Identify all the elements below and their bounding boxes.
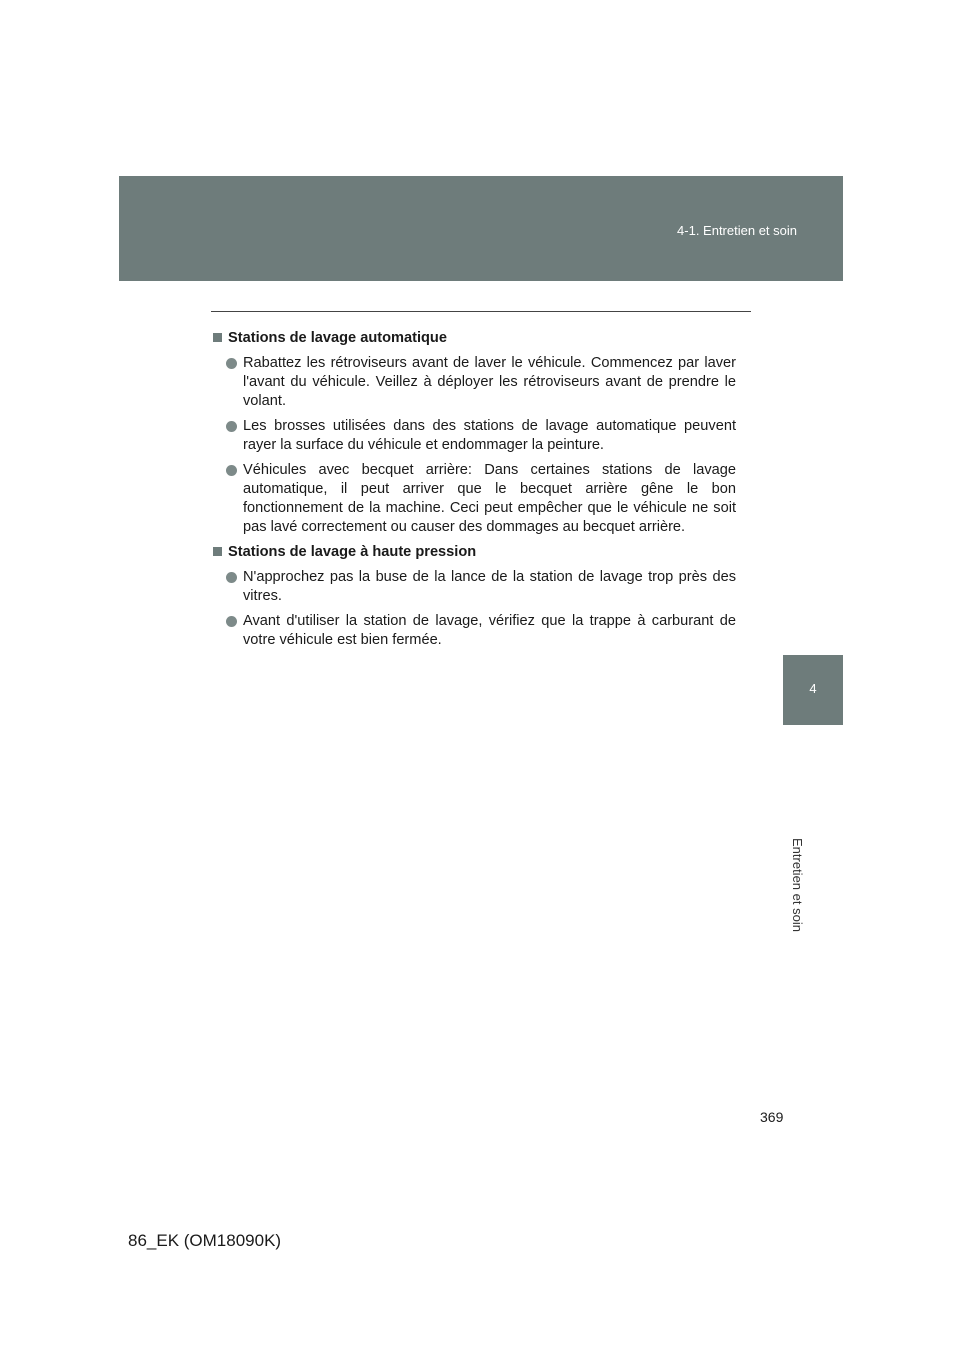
- section-heading: [213, 543, 736, 562]
- circle-bullet-icon: [226, 465, 237, 476]
- header-band: [119, 176, 843, 281]
- circle-bullet-icon: [226, 421, 237, 432]
- list-item: [213, 612, 736, 650]
- circle-bullet-icon: [226, 358, 237, 369]
- list-item: [213, 568, 736, 606]
- square-bullet-icon: [213, 333, 222, 342]
- page-content: [213, 329, 736, 656]
- list-item: [213, 417, 736, 455]
- item-text: Les brosses utilisées dans des stations de lavage automatique peuvent rayer la surface du véhicule et endommager la peinture.: [243, 418, 736, 453]
- item-text: Véhicules avec becquet arrière: Dans certaines stations de lavage automatique, il peut arriver que le becquet arrière gêne le bon fonctionnement de la machine. Ceci peut empêcher que le véhicule ne soit pas lavé correctement ou causer des dommages au becquet arrière.: [243, 462, 736, 535]
- item-text: N'approchez pas la buse de la lance de la station de lavage trop près des vitres.: [243, 569, 736, 604]
- heading-text: Stations de lavage automatique: [228, 330, 447, 346]
- divider: [211, 311, 751, 312]
- list-item: [213, 354, 736, 411]
- page-number: 369: [760, 1109, 784, 1125]
- list-item: [213, 461, 736, 537]
- chapter-number: 4: [809, 681, 817, 696]
- chapter-tab: [783, 655, 843, 725]
- circle-bullet-icon: [226, 572, 237, 583]
- heading-text: Stations de lavage à haute pression: [228, 544, 477, 560]
- item-text: Avant d'utiliser la station de lavage, vérifiez que la trappe à carburant de votre véhicule est bien fermée.: [243, 613, 736, 648]
- square-bullet-icon: [213, 547, 222, 556]
- item-text: Rabattez les rétroviseurs avant de laver le véhicule. Commencez par laver l'avant du véhicule. Veillez à déployer les rétroviseurs avant de prendre le volant.: [243, 355, 736, 409]
- circle-bullet-icon: [226, 616, 237, 627]
- section-heading: [213, 329, 736, 348]
- document-code: 86_EK (OM18090K): [128, 1231, 282, 1250]
- section-title: 4-1. Entretien et soin: [677, 223, 797, 238]
- chapter-label: Entretien et soin: [790, 838, 805, 932]
